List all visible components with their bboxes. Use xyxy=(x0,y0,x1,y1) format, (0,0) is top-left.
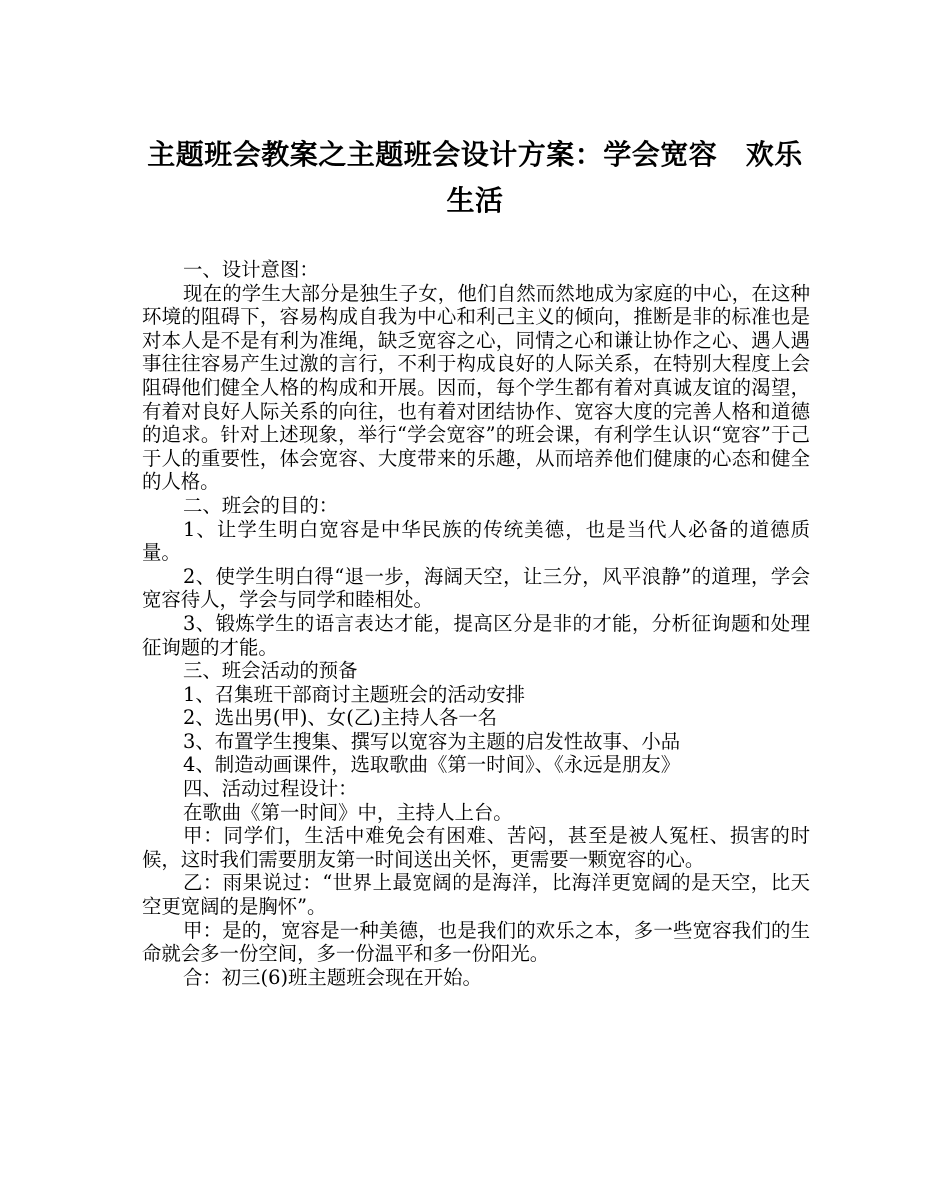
paragraph: 3、锻炼学生的语言表达才能，提高区分是非的才能，分析征询题和处理征询题的才能。 xyxy=(142,611,810,659)
paragraph: 乙：雨果说过：“世界上最宽阔的是海洋，比海洋更宽阔的是天空，比天空更宽阔的是胸怀”。 xyxy=(142,871,810,919)
paragraph: 1、让学生明白宽容是中华民族的传统美德，也是当代人必备的道德质量。 xyxy=(142,517,810,565)
paragraph: 4、制造动画课件，选取歌曲《第一时间》、《永远是朋友》 xyxy=(183,753,681,777)
document-body xyxy=(142,258,810,989)
paragraph: 三、班会活动的预备 xyxy=(183,659,358,683)
paragraph: 3、布置学生搜集、撰写以宽容为主题的启发性故事、小品 xyxy=(183,729,681,753)
paragraph: 合：初三(6)班主题班会现在开始。 xyxy=(183,965,482,989)
paragraph: 甲：是的，宽容是一种美德，也是我们的欢乐之本，多一些宽容我们的生命就会多一份空间，多一份温平和多一份阳光。 xyxy=(142,918,810,966)
paragraph: 甲：同学们，生活中难免会有困难、苦闷，甚至是被人冤枉、损害的时候，这时我们需要朋友第一时间送出关怀，更需要一颗宽容的心。 xyxy=(142,824,810,871)
paragraph: 2、使学生明白得“退一步，海阔天空，让三分，风平浪静”的道理，学会宽容待人，学会与同学和睦相处。 xyxy=(142,564,810,612)
paragraph: 1、召集班干部商讨主题班会的活动安排 xyxy=(183,682,525,706)
paragraph: 四、活动过程设计： xyxy=(183,777,358,801)
paragraph: 二、班会的目的： xyxy=(183,493,339,517)
document-title: 主题班会教案之主题班会设计方案：学会宽容 欢乐生活 xyxy=(147,138,803,217)
paragraph: 现在的学生大部分是独生子女，他们自然而然地成为家庭的中心，在这种环境的阻碍下，容易构成自我为中心和利己主义的倾向，推断是非的标准也是对本人是不是有利为准绳，缺乏宽容之心，同情之心和谦让协作之心、遇人遇事往往容易产生过激的言行，不利于构成良好的人际关系，在特别大程度上会阻碍他们健全人格的构成和开展。因而，每个学生都有着对真诚友谊的渴望，有着对良好人际关系的向往，也有着对团结协作、宽容大度的完善人格和道德的追求。针对上述现象，举行“学会宽容”的班会课，有利学生认识“宽容”于己于人的重要性，体会宽容、大度带来的乐趣，从而培养他们健康的心态和健全的人格。 xyxy=(142,281,810,494)
paragraph: 一、设计意图： xyxy=(183,258,319,281)
paragraph: 2、选出男(甲)、女(乙)主持人各一名 xyxy=(183,706,498,730)
paragraph: 在歌曲《第一时间》中，主持人上台。 xyxy=(183,800,513,824)
